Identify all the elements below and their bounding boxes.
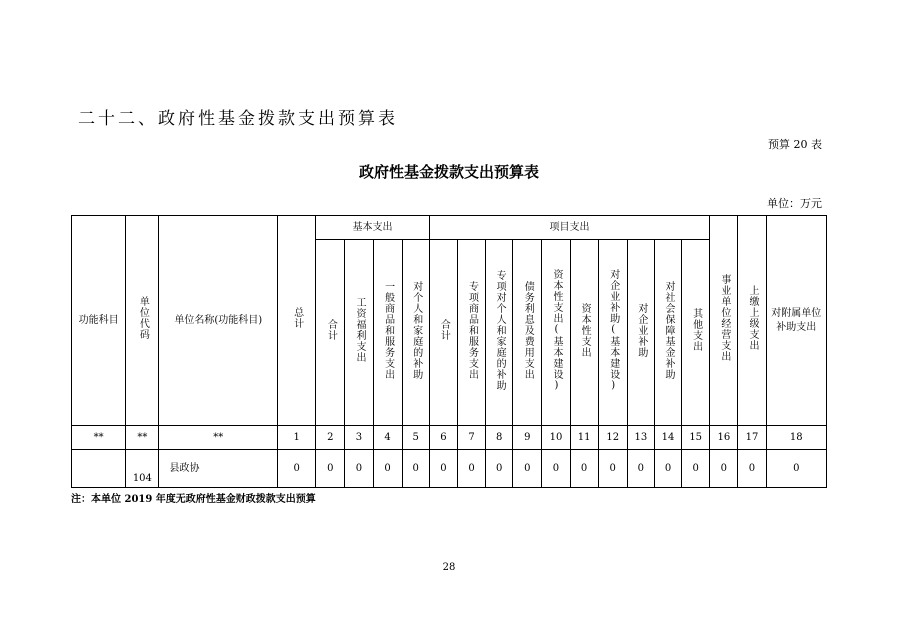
- data-value-cell: 0: [345, 450, 373, 488]
- index-cell: 17: [738, 426, 766, 450]
- header-total: 总计: [278, 216, 316, 426]
- index-cell: 4: [373, 426, 402, 450]
- data-value-cell: 0: [402, 450, 429, 488]
- index-cell: **: [72, 426, 126, 450]
- data-value-cell: 0: [373, 450, 402, 488]
- header-business-expense: 事业单位经营支出: [710, 216, 738, 426]
- header-project-col: 专项商品和服务支出: [457, 240, 485, 426]
- header-project-col: 对企业补助: [627, 240, 654, 426]
- data-value-cell: 0: [766, 450, 826, 488]
- header-unit-code: 单位代码: [126, 216, 159, 426]
- data-value-cell: 0: [316, 450, 345, 488]
- data-value-cell: 0: [598, 450, 627, 488]
- data-value-cell: 0: [654, 450, 681, 488]
- index-cell: 15: [682, 426, 710, 450]
- index-cell: 3: [345, 426, 373, 450]
- page-number: 28: [442, 562, 456, 573]
- budget-table: [71, 215, 827, 488]
- index-cell: 5: [402, 426, 429, 450]
- index-cell: 7: [457, 426, 485, 450]
- index-cell: 10: [542, 426, 570, 450]
- table-row: [72, 450, 827, 488]
- table-title: 政府性基金拨款支出预算表: [358, 163, 539, 181]
- data-code-cell: 104: [126, 450, 159, 488]
- data-value-cell: 0: [429, 450, 457, 488]
- index-cell: 12: [598, 426, 627, 450]
- header-project-col: 资本性支出(基本建设): [542, 240, 570, 426]
- index-cell: 18: [766, 426, 826, 450]
- header-project-col: 资本性支出: [570, 240, 598, 426]
- header-project-col: 专项对个人和家庭的补助: [486, 240, 513, 426]
- header-basic-col: 对个人和家庭的补助: [402, 240, 429, 426]
- header-basic-col: 工资福利支出: [345, 240, 373, 426]
- unit-label: 单位：万元: [767, 197, 822, 210]
- section-heading: 二十二、政府性基金拨款支出预算表: [78, 109, 398, 129]
- data-func-cell: [72, 450, 126, 488]
- header-project-group: 项目支出: [429, 216, 709, 240]
- data-value-cell: 0: [627, 450, 654, 488]
- data-value-cell: 0: [710, 450, 738, 488]
- index-cell: 8: [486, 426, 513, 450]
- footnote: 注：本单位 2019 年度无政府性基金财政拨款支出预算: [71, 494, 316, 505]
- data-value-cell: 0: [682, 450, 710, 488]
- index-cell: 16: [710, 426, 738, 450]
- header-project-col: 其他支出: [682, 240, 710, 426]
- index-cell: 13: [627, 426, 654, 450]
- data-value-cell: 0: [570, 450, 598, 488]
- header-project-col: 债务利息及费用支出: [513, 240, 542, 426]
- header-func-subject: 功能科目: [72, 216, 126, 426]
- index-cell: **: [159, 426, 278, 450]
- index-cell: 9: [513, 426, 542, 450]
- data-value-cell: 0: [486, 450, 513, 488]
- header-project-col: 合计: [429, 240, 457, 426]
- data-value-cell: 0: [738, 450, 766, 488]
- header-basic-col: 一般商品和服务支出: [373, 240, 402, 426]
- index-cell: 1: [278, 426, 316, 450]
- data-value-cell: 0: [278, 450, 316, 488]
- index-cell: 14: [654, 426, 681, 450]
- data-name-cell: 县政协: [159, 450, 278, 488]
- header-project-col: 对社会保障基金补助: [654, 240, 681, 426]
- header-basic-group: 基本支出: [316, 216, 430, 240]
- index-cell: **: [126, 426, 159, 450]
- header-subsidy-expense: 对附属单位补助支出: [766, 216, 826, 426]
- header-upper-expense: 上缴上级支出: [738, 216, 766, 426]
- data-value-cell: 0: [513, 450, 542, 488]
- index-cell: 11: [570, 426, 598, 450]
- index-cell: 2: [316, 426, 345, 450]
- data-value-cell: 0: [542, 450, 570, 488]
- header-unit-name: 单位名称(功能科目): [159, 216, 278, 426]
- form-number: 预算 20 表: [768, 138, 822, 151]
- data-value-cell: 0: [457, 450, 485, 488]
- header-basic-col: 合计: [316, 240, 345, 426]
- index-row: [72, 426, 827, 450]
- header-project-col: 对企业补助(基本建设): [598, 240, 627, 426]
- index-cell: 6: [429, 426, 457, 450]
